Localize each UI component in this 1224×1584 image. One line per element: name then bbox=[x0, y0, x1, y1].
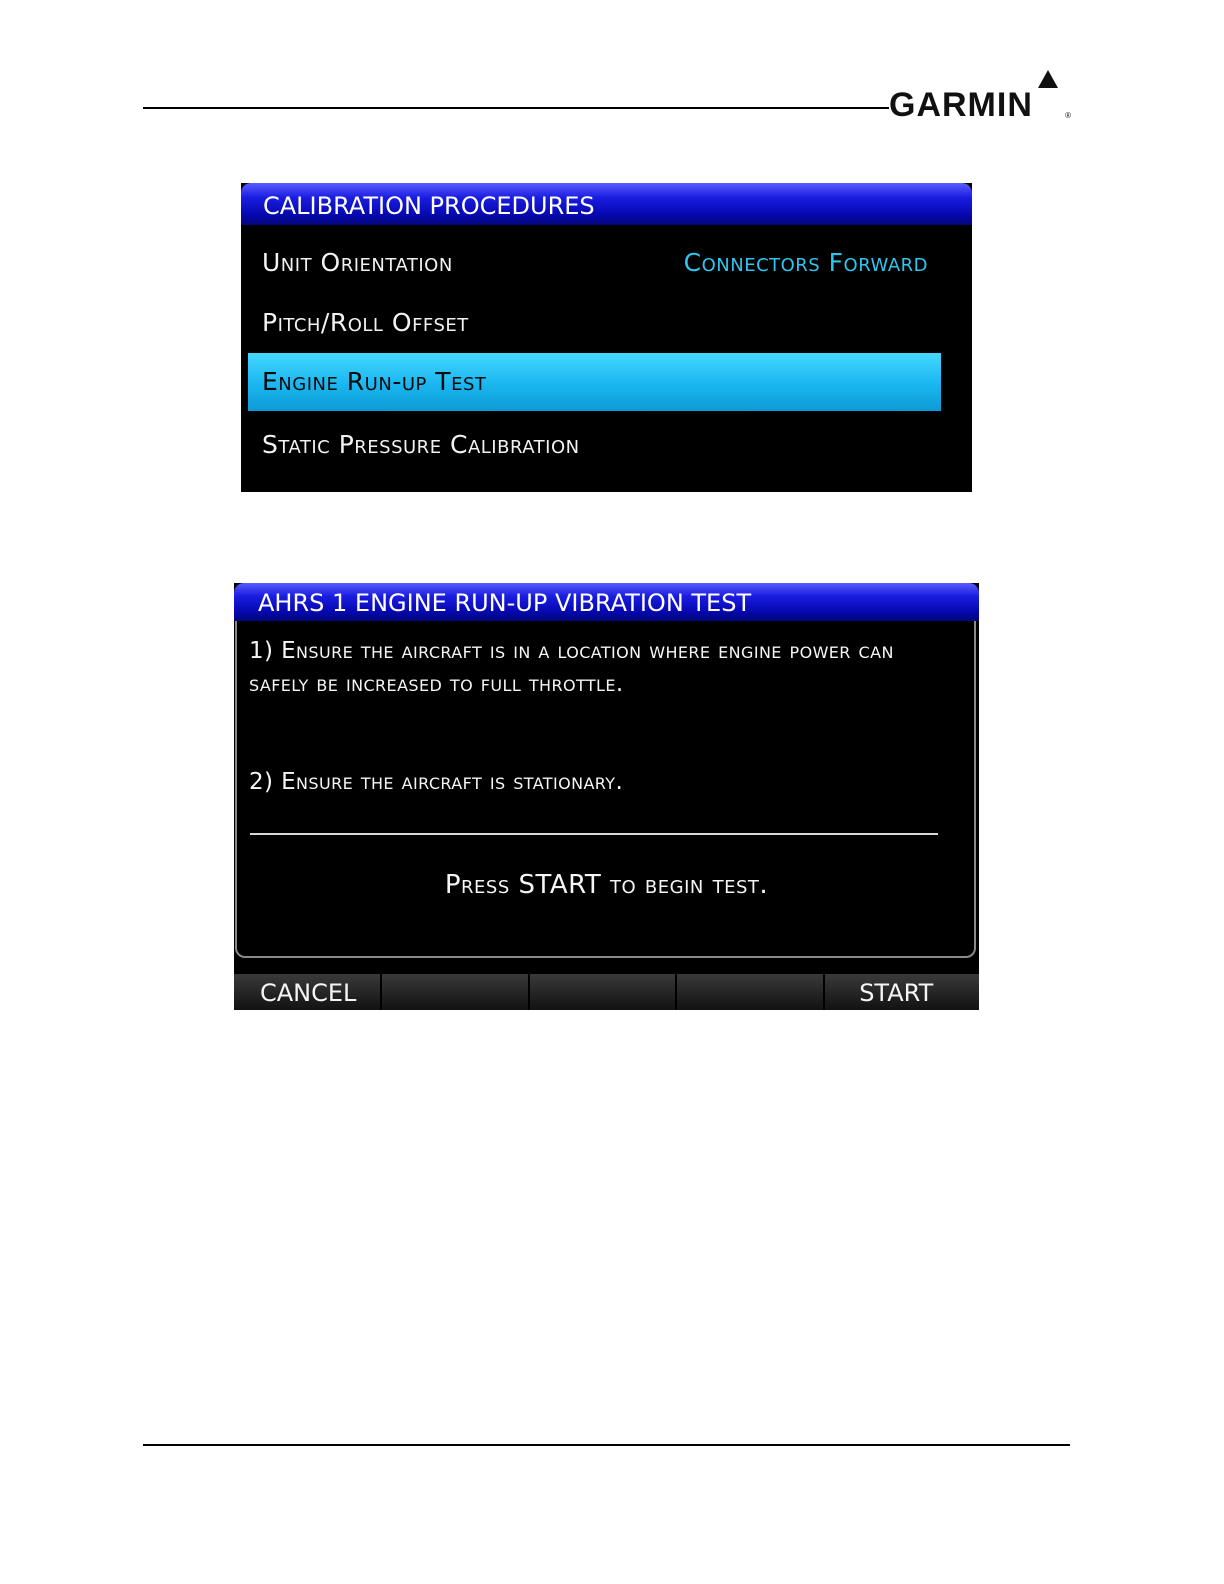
softkey-bar bbox=[234, 974, 979, 1010]
instruction-step-2: 2) Ensure the aircraft is stationary. bbox=[249, 769, 624, 795]
menu-item-engine-run-up-test[interactable] bbox=[248, 353, 941, 411]
garmin-delta-icon bbox=[1038, 70, 1058, 88]
blank-softkey-4[interactable] bbox=[677, 974, 823, 1010]
vibration-test-screen bbox=[234, 583, 979, 1010]
menu-item-label: Pitch/Roll Offset bbox=[262, 308, 469, 337]
blank-softkey-3[interactable] bbox=[530, 974, 676, 1010]
screen-title: AHRS 1 ENGINE RUN-UP VIBRATION TEST bbox=[234, 583, 979, 621]
menu-item-label: Engine Run-up Test bbox=[262, 367, 487, 396]
screen-title: CALIBRATION PROCEDURES bbox=[241, 183, 972, 225]
menu-item-label: Unit Orientation bbox=[262, 248, 453, 277]
menu-item-unit-orientation[interactable] bbox=[248, 234, 941, 292]
instruction-step-1: 1) Ensure the aircraft is in a location where engine power can safely be increased to full throttle. bbox=[249, 638, 894, 697]
footer-rule bbox=[143, 1444, 1070, 1446]
screen-divider bbox=[250, 833, 938, 835]
logo-text: GARMIN bbox=[889, 86, 1033, 124]
garmin-logo bbox=[889, 70, 1071, 122]
menu-item-value: Connectors Forward bbox=[683, 248, 928, 277]
blank-softkey-2[interactable] bbox=[382, 974, 528, 1010]
start-softkey[interactable]: START bbox=[825, 974, 979, 1010]
menu-item-static-pressure-calibration[interactable] bbox=[248, 416, 941, 474]
registered-mark: ® bbox=[1065, 111, 1071, 120]
cancel-softkey[interactable]: CANCEL bbox=[234, 974, 380, 1010]
start-prompt: Press START to begin test. bbox=[444, 870, 769, 900]
header-rule bbox=[143, 107, 889, 109]
menu-item-pitch-roll-offset[interactable] bbox=[248, 294, 941, 352]
menu-item-label: Static Pressure Calibration bbox=[262, 430, 580, 459]
